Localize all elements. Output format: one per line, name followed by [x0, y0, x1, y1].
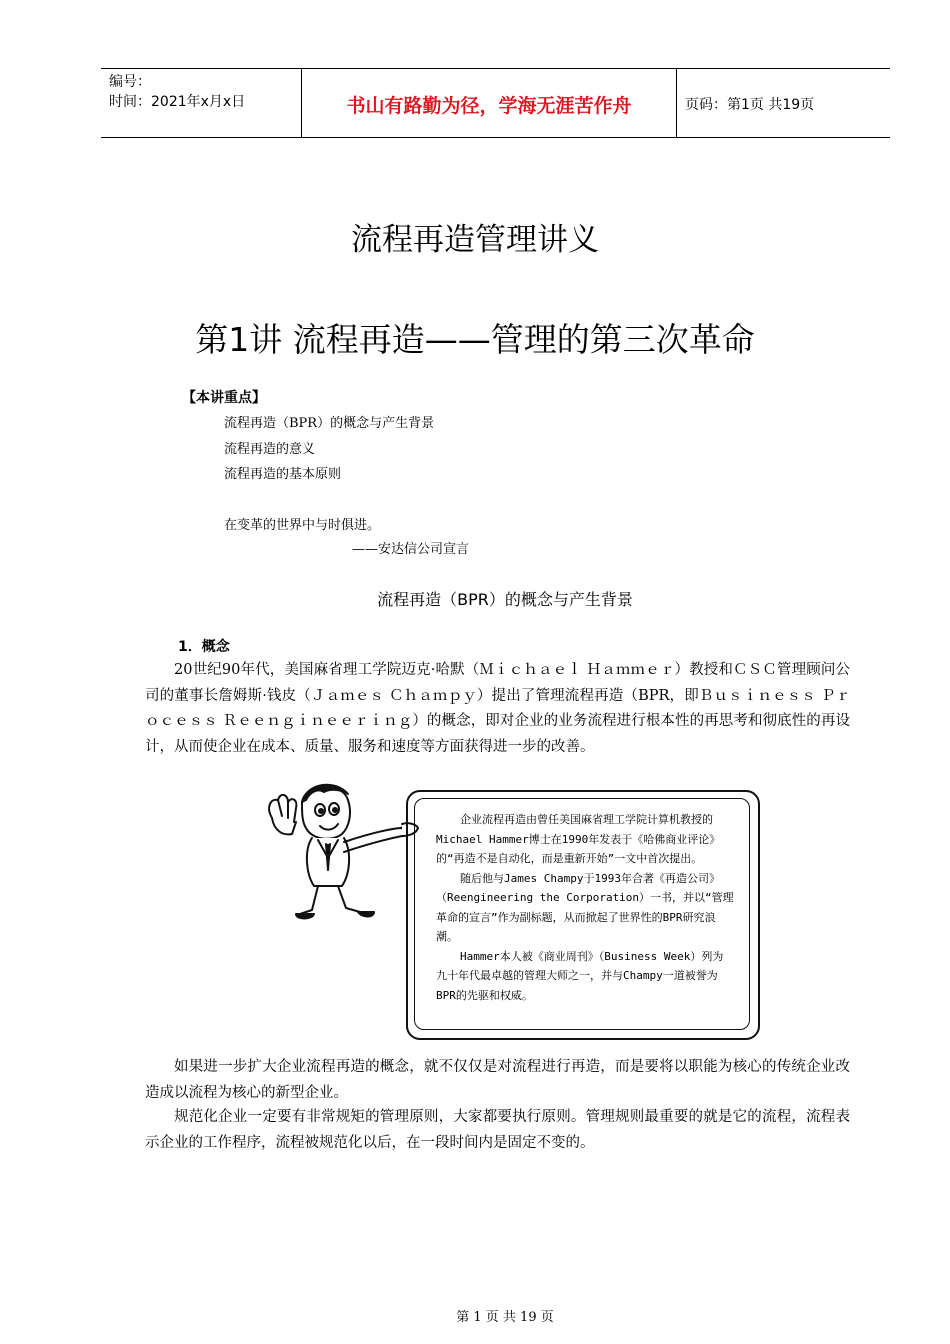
key-point-item: 流程再造（BPR）的概念与产生背景 — [224, 416, 435, 431]
paragraph: 规范化企业一定要有非常规矩的管理原则，大家都要执行原则。管理规则最重要的就是它的流程，流程表示企业的工作程序，流程被规范化以后，在一段时间内是固定不变的。 — [145, 1109, 850, 1151]
header-motto-cell — [301, 69, 677, 137]
callout-box — [406, 790, 760, 1040]
number-label: 编号： — [109, 74, 151, 90]
document-title: 流程再造管理讲义 — [351, 222, 599, 258]
quote-source: ——安达信公司宣言 — [352, 542, 470, 557]
key-point-item: 流程再造的意义 — [224, 442, 316, 457]
lecture-title: 第1讲 流程再造——管理的第三次革命 — [195, 320, 755, 359]
time-label: 时间：2021年x月x日 — [109, 94, 246, 110]
motto: 书山有路勤为径，学海无涯苦作舟 — [346, 95, 632, 117]
paragraph: 20世纪90年代，美国麻省理工学院迈克·哈默（Ｍｉｃｈａｅｌ Ｈａｍｍｅｒ）教授和ＣＳＣ管理顾问公司的董事长詹姆斯·钱皮（Ｊａｍｅｓ Ｃｈａｍｐｙ）提出了管理流程再造（BPR，即Ｂｕｓｉｎｅｓｓ Ｐｒｏｃｅｓｓ Ｒｅｅｎｇｉｎｅｅｒｉｎｇ）的概念，即对企业的业务流程进行根本性的再思考和彻底性的再设计，从而使企业在成本、质量、服务和速度等方面获得进一步的改善。 — [145, 662, 850, 755]
quote-text: 在变革的世界中与时俱进。 — [224, 518, 381, 533]
header-table — [101, 68, 890, 138]
header-page-cell — [677, 69, 890, 137]
callout-paragraph: Hammer本人被《商业周刊》（Business Week）列为九十年代最卓越的管理大师之一，并与Champy一道被誉为BPR的先驱和权威。 — [436, 949, 724, 1002]
cartoon-pointing-man-illustration — [262, 778, 422, 928]
header-meta-cell — [101, 69, 301, 137]
key-points-heading: 【本讲重点】 — [182, 390, 266, 406]
subsection-title: 1．概念 — [178, 639, 230, 655]
key-point-item: 流程再造的基本原则 — [224, 467, 342, 482]
page-footer: 第 1 页 共 19 页 — [456, 1310, 554, 1325]
callout-paragraph: 随后他与James Champy于1993年合著《再造公司》（Reengineering the Corporation）一书，并以“管理革命的宣言”作为副标题，从而掀起了世界性的BPR研究浪潮。 — [436, 871, 734, 943]
paragraph: 如果进一步扩大企业流程再造的概念，就不仅仅是对流程进行再造，而是要将以职能为核心的传统企业改造成以流程为核心的新型企业。 — [145, 1059, 850, 1101]
callout-paragraph: 企业流程再造由曾任美国麻省理工学院计算机教授的Michael Hammer博士在1990年发表于《哈佛商业评论》的“再造不是自动化，而是重新开始”一文中首次提出。 — [436, 813, 721, 865]
page-info: 页码：第1页 共19页 — [685, 97, 815, 113]
section-title: 流程再造（BPR）的概念与产生背景 — [377, 590, 633, 609]
callout-text — [436, 810, 734, 1005]
